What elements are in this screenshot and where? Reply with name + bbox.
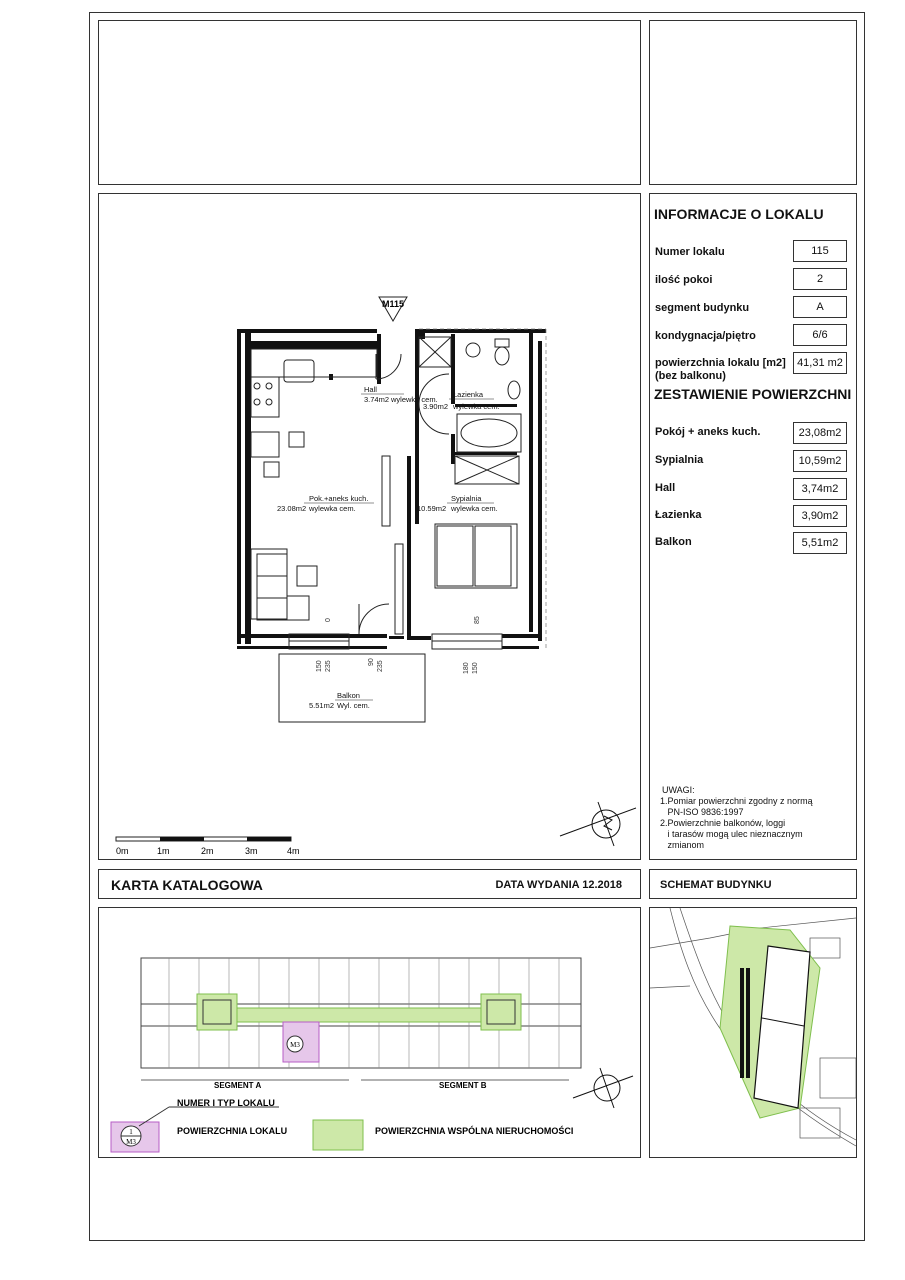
scheme-title-bar: [649, 869, 857, 899]
svg-text:0: 0: [325, 618, 332, 622]
bed-area: 10.59m2: [417, 504, 447, 513]
north-arrow-icon: [573, 1068, 633, 1108]
summary-value-balcony: 5,51m2: [793, 532, 847, 554]
info-value-rooms: 2: [793, 268, 847, 290]
notes-line-4: i tarasów mogą ulec nieznacznym: [660, 829, 803, 839]
hall-area: 3.74m2: [364, 395, 390, 404]
svg-text:M3: M3: [126, 1138, 136, 1146]
svg-text:3m: 3m: [245, 846, 258, 856]
info-label-floor: kondygnacja/piętro: [655, 330, 756, 342]
svg-text:1m: 1m: [157, 846, 170, 856]
hall-label: Hall: [364, 385, 377, 394]
living-label: Pok.+aneks kuch.: [309, 494, 369, 503]
notes-title: UWAGI:: [662, 785, 695, 795]
summary-value-bedroom: 10,59m2: [793, 450, 847, 472]
unit-highlight: [283, 1022, 319, 1062]
info-value-floor: 6/6: [793, 324, 847, 346]
bath-area: 3.90m2: [423, 402, 449, 411]
living-floor: wylewka cem.: [309, 504, 356, 513]
floor-plan-drawing: [99, 194, 640, 859]
legend-common-swatch: [313, 1120, 363, 1150]
common-area: [197, 994, 521, 1030]
svg-text:4m: 4m: [287, 846, 300, 856]
floor-plan-panel: [98, 193, 641, 860]
svg-text:0m: 0m: [116, 846, 129, 856]
info-panel: [649, 193, 857, 860]
svg-text:180: 180: [463, 662, 470, 674]
info-label-area-note: (bez balkonu): [655, 370, 726, 382]
segment-b-label: SEGMENT B: [439, 1081, 487, 1090]
legend-unit-title: NUMER I TYP LOKALU: [177, 1098, 275, 1108]
info-value-area: 41,31 m2: [793, 352, 847, 374]
legend-unit-area: POWIERZCHNIA LOKALU: [177, 1126, 288, 1136]
top-right-box: [649, 20, 857, 185]
info-label-unit-number: Numer lokalu: [655, 246, 725, 258]
balcony-floor: Wyl. cem.: [337, 701, 370, 710]
svg-text:150: 150: [316, 660, 323, 672]
svg-text:1: 1: [129, 1128, 133, 1136]
catalog-title: KARTA KATALOGOWA: [111, 877, 263, 893]
info-label-rooms: ilość pokoi: [655, 274, 713, 286]
summary-label-bathroom: Łazienka: [655, 509, 702, 521]
summary-value-bathroom: 3,90m2: [793, 505, 847, 527]
info-value-unit-number: 115: [793, 240, 847, 262]
svg-text:M3: M3: [290, 1041, 300, 1049]
notes-line-3: 2.Powierzchnie balkonów, loggi: [660, 818, 786, 828]
issue-date: DATA WYDANIA 12.2018: [495, 879, 622, 891]
catalog-title-bar: [98, 869, 641, 899]
svg-text:2m: 2m: [201, 846, 214, 856]
bed-floor: wylewka cem.: [451, 504, 498, 513]
legend-common-area: POWIERZCHNIA WSPÓLNA NIERUCHOMOŚCI: [375, 1126, 574, 1136]
north-arrow-icon: [560, 802, 636, 846]
site-scheme-panel: [649, 907, 857, 1158]
scheme-title: SCHEMAT BUDYNKU: [660, 879, 772, 891]
notes-line-1: 1.Pomiar powierzchni zgodny z normą: [660, 796, 813, 806]
info-heading: INFORMACJE O LOKALU: [654, 206, 824, 222]
top-left-box: [98, 20, 641, 185]
segment-a-label: SEGMENT A: [214, 1081, 262, 1090]
svg-text:150: 150: [472, 662, 479, 674]
bath-floor: wylewka cem.: [453, 402, 500, 411]
info-label-area: powierzchnia lokalu [m2]: [655, 357, 786, 369]
info-value-segment: A: [793, 296, 847, 318]
bath-label: Łazienka: [453, 390, 484, 399]
balcony-area: 5.51m2: [309, 701, 335, 710]
summary-label-bedroom: Sypialnia: [655, 454, 704, 466]
summary-value-hall: 3,74m2: [793, 478, 847, 500]
site-scheme-drawing: [650, 908, 856, 1157]
svg-text:235: 235: [325, 660, 332, 672]
summary-label-balcony: Balkon: [655, 536, 692, 548]
info-label-segment: segment budynku: [655, 302, 750, 314]
key-plan-panel: [98, 907, 641, 1158]
summary-heading: ZESTAWIENIE POWIERZCHNI: [654, 386, 852, 402]
hall-floor: wylewka cem.: [391, 395, 438, 404]
balcony-label: Balkon: [337, 691, 360, 700]
svg-text:90: 90: [368, 658, 375, 666]
unit-tag-label: M115: [381, 299, 405, 309]
summary-label-hall: Hall: [655, 482, 676, 494]
bed-label: Sypialnia: [451, 494, 482, 503]
summary-value-living: 23,08m2: [793, 422, 847, 444]
svg-text:85: 85: [474, 616, 481, 624]
summary-label-living: Pokój + aneks kuch.: [655, 426, 761, 438]
key-plan-drawing: [99, 908, 640, 1157]
scale-bar: [116, 837, 300, 856]
dimension-labels: [316, 616, 481, 674]
room-labels: [277, 385, 500, 710]
notes-line-5: zmianom: [660, 840, 705, 850]
notes-line-2: PN-ISO 9836:1997: [660, 807, 744, 817]
unit-tag: [379, 297, 407, 321]
svg-text:235: 235: [377, 660, 384, 672]
living-area: 23.08m2: [277, 504, 307, 513]
